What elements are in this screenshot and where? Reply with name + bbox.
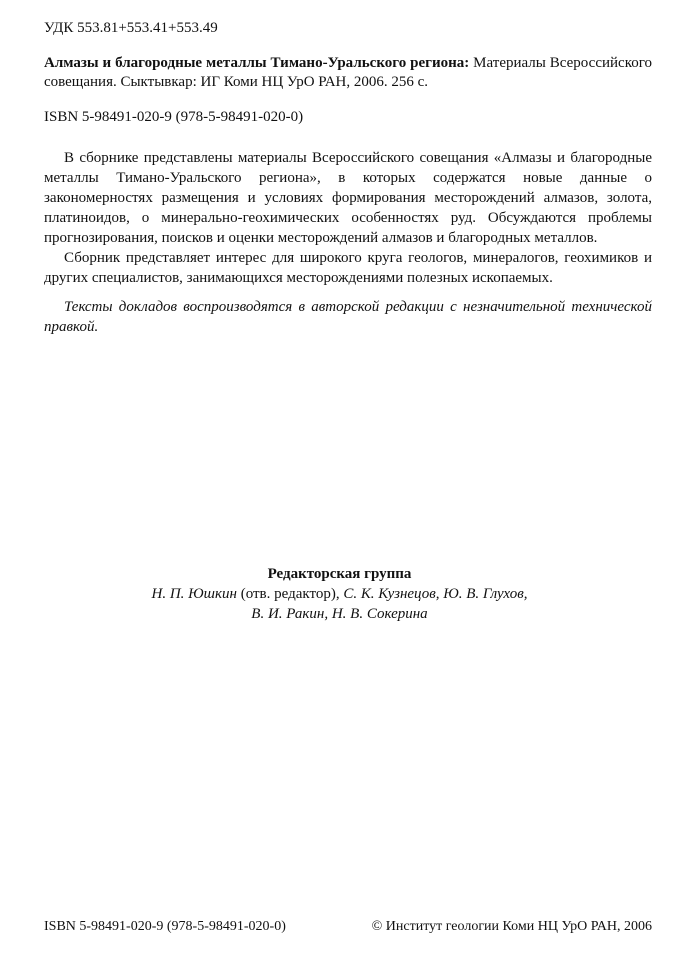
editorial-group-line-1 (0, 584, 679, 604)
editorial-group-heading: Редакторская группа (267, 566, 412, 582)
editorial-note: Тексты докладов воспроизводятся в авторской редакции с незначительной технической правкой. (44, 299, 652, 335)
chief-editor: Н. П. Юшкин (151, 586, 237, 602)
editorial-group-line-2 (0, 604, 679, 624)
publication-details: Материалы Всероссийского совещания. Сыктывкар: ИГ Коми НЦ УрО РАН, 2006. 256 с. (44, 55, 652, 90)
abstract (44, 148, 652, 288)
chief-editor-role: (отв. редактор), (236, 586, 344, 602)
footer-isbn: ISBN 5-98491-020-9 (978-5-98491-020-0) (44, 919, 286, 934)
page-footer (44, 919, 652, 935)
abstract-paragraph-1: В сборнике представлены материалы Всероссийского совещания «Алмазы и благородные металлы Тимано-Уральского региона», в которых содержатся новые данные о закономерностях размещения и условиях формирования месторождений алмазов, золота, платиноидов, о минерально-геохимических особенностях руд. Обсуждаются проблемы прогнозирования, поисков и оценки месторождений алмазов и благородных металлов. (44, 150, 652, 246)
editorial-group (0, 564, 679, 624)
udk-code: УДК 553.81+553.41+553.49 (44, 20, 218, 36)
abstract-paragraph-2: Сборник представляет интерес для широкого круга геологов, минералогов, геохимиков и других специалистов, занимающихся месторождениями полезных ископаемых. (44, 250, 652, 286)
book-title: Алмазы и благородные металлы Тимано-Уральского региона: (44, 55, 470, 71)
editors-line-1: С. К. Кузнецов, Ю. В. Глухов, (343, 586, 528, 602)
bibliographic-record (44, 54, 652, 92)
footer-copyright: © Институт геологии Коми НЦ УрО РАН, 2006 (371, 919, 652, 934)
editors-line-2: В. И. Ракин, Н. В. Сокерина (251, 606, 428, 622)
isbn-line: ISBN 5-98491-020-9 (978-5-98491-020-0) (44, 109, 304, 125)
